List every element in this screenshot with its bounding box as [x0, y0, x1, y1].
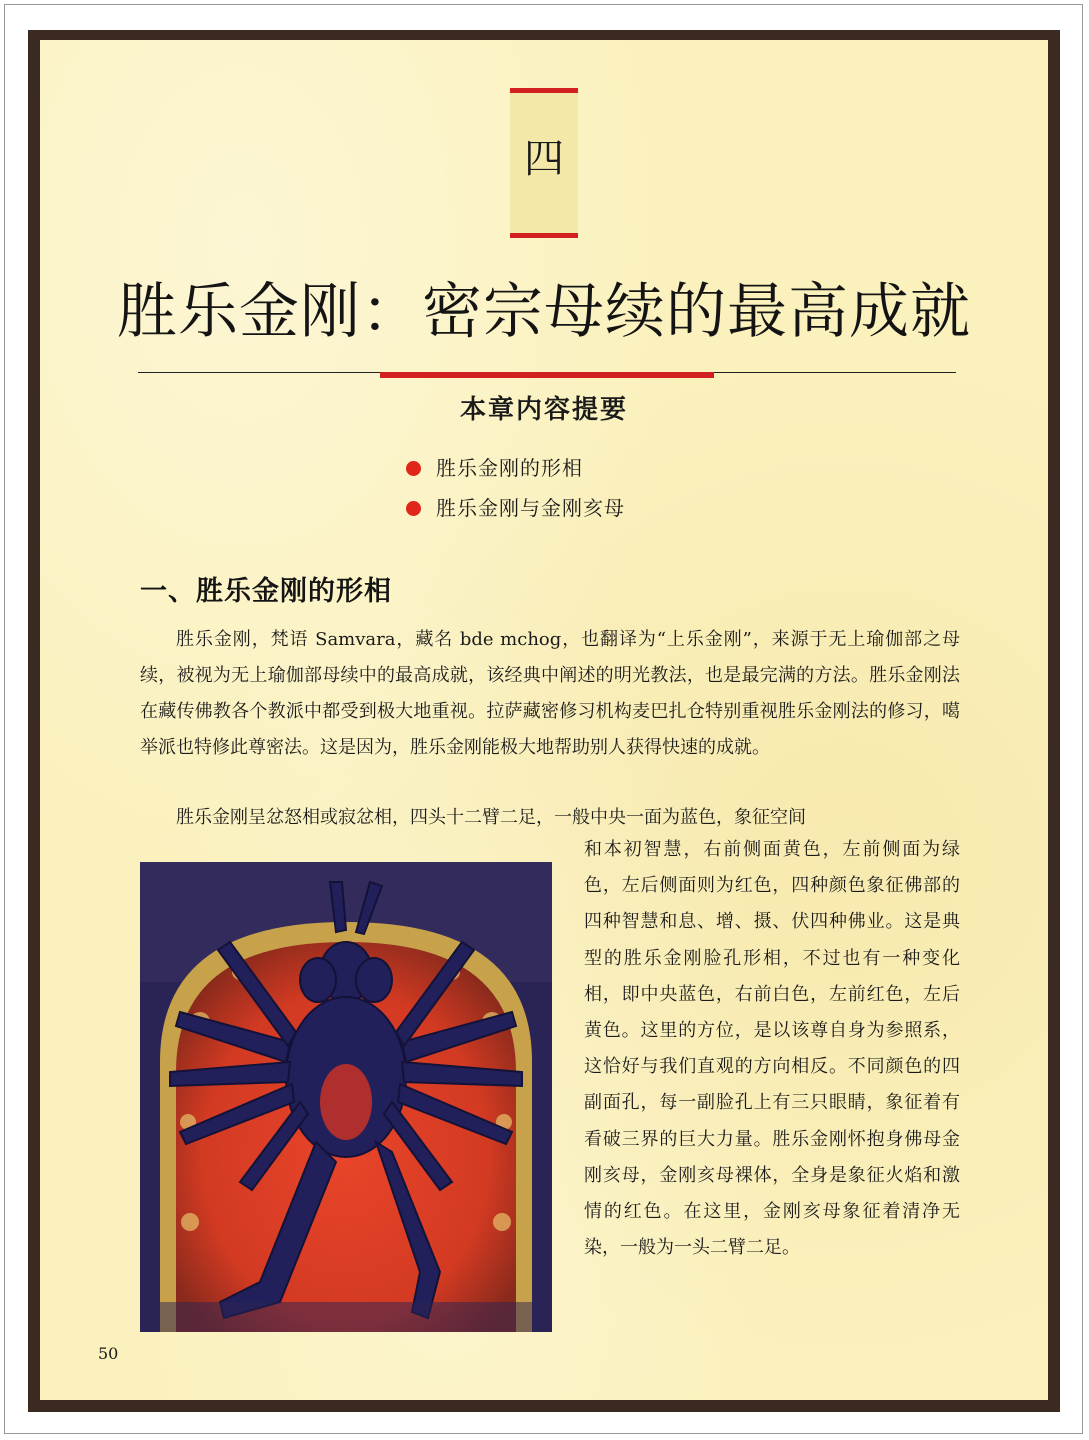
summary-item: [406, 448, 625, 488]
page-number: 50: [98, 1344, 119, 1363]
summary-item-label: 胜乐金刚与金刚亥母: [436, 496, 625, 520]
summary-item: [406, 488, 625, 528]
book-page: [40, 40, 1048, 1400]
chapter-number: 四: [524, 136, 564, 182]
body-paragraph-2-continued: 和本初智慧，右前侧面黄色，左前侧面为绿色，左后侧面则为红色，四种颜色象征佛部的四种智慧和息、增、摄、伏四种佛业。这是典型的胜乐金刚脸孔形相，不过也有一种变化相，即中央蓝色，右前白色，左前红色，左后黄色。这里的方位，是以该尊自身为参照系，这恰好与我们直观的方向相反。不同颜色的四副面孔，每一副脸孔上有三只眼睛，象征着有看破三界的巨大力量。胜乐金刚怀抱身佛母金刚亥母，金刚亥母裸体，全身是象征火焰和激情的红色。在这里，金刚亥母象征着清净无染，一般为一头二臂二足。: [584, 839, 960, 1259]
section-heading: 一、胜乐金刚的形相: [140, 576, 392, 607]
body-paragraph-1: 胜乐金刚，梵语 Samvara，藏名 bde mchog，也翻译为“上乐金刚”，来源于无上瑜伽部之母续，被视为无上瑜伽部母续中的最高成就，该经典中阐述的明光教法，也是最完满的方法。胜乐金刚法在藏传佛教各个教派中都受到极大地重视。拉萨藏密修习机构麦巴扎仓特别重视胜乐金刚法的修习，噶举派也特修此尊密法。这是因为，胜乐金刚能极大地帮助别人获得快速的成就。: [140, 629, 960, 758]
chakrasamvara-image: [140, 862, 552, 1332]
body-paragraph-2-intro: 胜乐金刚呈忿怒相或寂忿相，四头十二臂二足，一般中央一面为蓝色，象征空间: [176, 807, 806, 828]
summary-list: [406, 448, 625, 528]
summary-item-label: 胜乐金刚的形相: [436, 456, 583, 480]
thangka-illustration: [140, 862, 552, 1332]
chapter-title: 胜乐金刚：密宗母续的最高成就: [117, 277, 971, 347]
red-bullet-icon: [406, 461, 421, 476]
summary-heading: 本章内容提要: [459, 395, 628, 425]
red-bullet-icon: [406, 501, 421, 516]
title-divider-accent: [380, 372, 714, 378]
